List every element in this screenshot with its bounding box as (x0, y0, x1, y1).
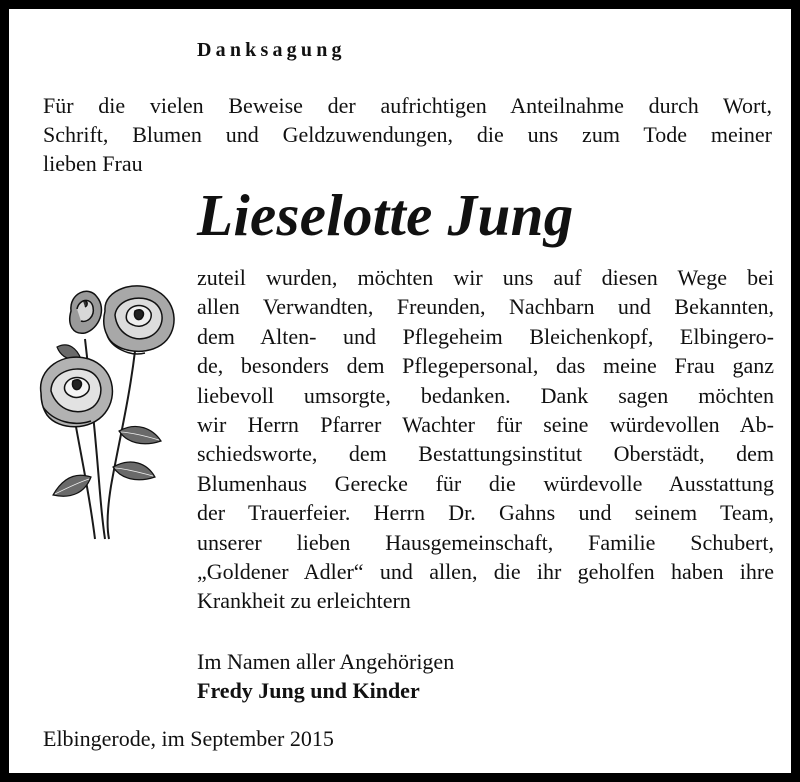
body-line: Krankheit zu erleichtern (197, 588, 411, 614)
body-line: unserer lieben Hausgemeinschaft, Familie Schubert, (197, 529, 774, 555)
body-line: liebevoll umsorgte, bedanken. Dank sagen möchten (197, 382, 774, 408)
body-line: de, besonders dem Pflegepersonal, das meine Frau ganz (197, 353, 774, 379)
intro-line: lieben Frau (43, 151, 143, 176)
body-line: Blumenhaus Gerecke für die würdevolle Ausstattung (197, 470, 774, 496)
body-line: schiedsworte, dem Bestattungsinstitut Oberstädt, dem (197, 441, 774, 467)
body-line: zuteil wurden, möchten wir uns auf diesen Wege bei (197, 265, 774, 290)
intro-line: Für die vielen Beweise der aufrichtigen Anteilnahme durch Wort, (43, 93, 772, 118)
notice-heading: Danksagung (197, 39, 346, 61)
body-line: wir Herrn Pfarrer Wachter für seine würdevollen Ab- (197, 412, 774, 438)
signature-intro: Im Namen aller Angehörigen (197, 649, 455, 674)
body-line: „Goldener Adler“ und allen, die ihr geholfen haben ihre (197, 559, 774, 585)
body-line: allen Verwandten, Freunden, Nachbarn und Bekannten, (197, 294, 774, 320)
signature-names: Fredy Jung und Kinder (197, 678, 420, 703)
body-line: dem Alten- und Pflegeheim Bleichenkopf, Elbingero- (197, 323, 774, 349)
deceased-name: Lieselotte Jung (197, 182, 574, 248)
body-line: der Trauerfeier. Herrn Dr. Gahns und seinem Team, (197, 500, 774, 526)
intro-line: Schrift, Blumen und Geldzuwendungen, die uns zum Tode meiner (43, 122, 772, 147)
intro-paragraph (43, 91, 772, 178)
roses-icon (33, 281, 193, 541)
place-and-date: Elbingerode, im September 2015 (43, 726, 334, 751)
body-paragraph (197, 263, 774, 616)
